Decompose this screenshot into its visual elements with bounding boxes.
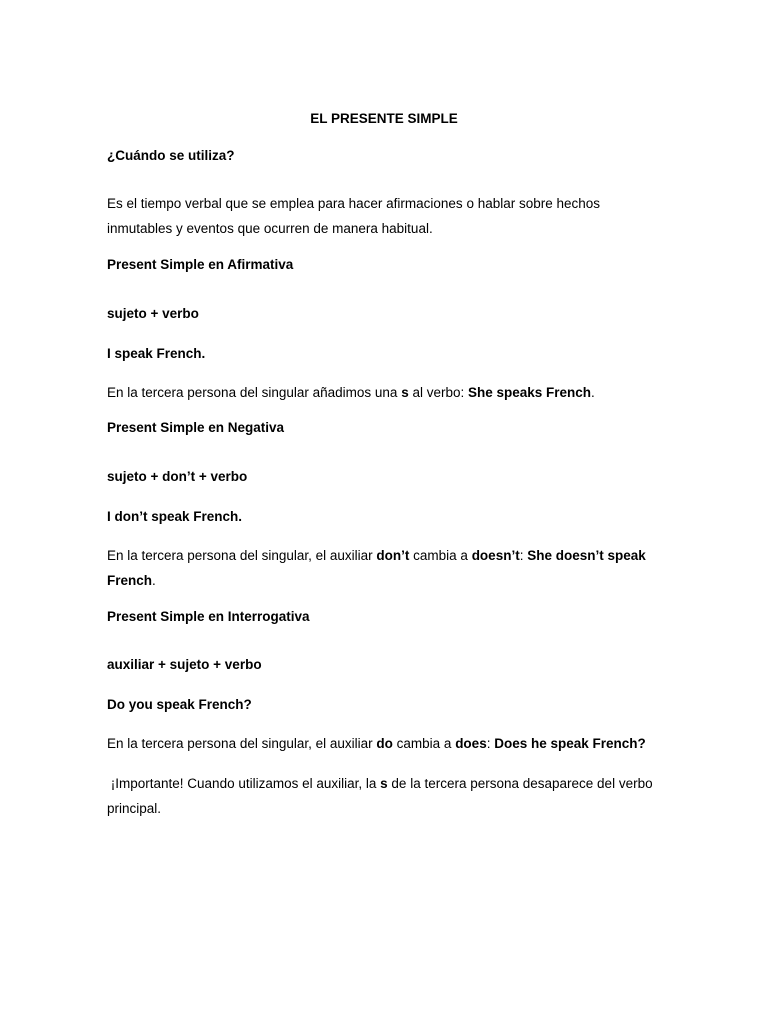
interrogative-note-bold-does: does [455,736,487,751]
affirmative-example: I speak French. [107,346,206,361]
affirmative-heading: Present Simple en Afirmativa [107,257,294,272]
negative-example: I don’t speak French. [107,509,243,524]
interrogative-note-bold-do: do [376,736,393,751]
important-note [107,771,667,821]
affirmative-note-text: En la tercera persona del singular añadimos una [107,385,402,400]
interrogative-example: Do you speak French? [107,697,252,712]
affirmative-note [107,380,667,405]
negative-note-text: cambia a [409,548,472,563]
negative-note-bold-doesnt: doesn’t [471,548,520,563]
important-note-text: ¡Importante! Cuando utilizamos el auxiliar, la [107,776,381,791]
negative-formula: sujeto + don’t + verbo [107,469,248,484]
negative-note-text: . [152,573,156,588]
affirmative-note-text: al verbo: [408,385,468,400]
affirmative-note-text: . [591,385,595,400]
negative-heading: Present Simple en Negativa [107,420,285,435]
page-title: EL PRESENTE SIMPLE [310,111,458,126]
negative-note-text: : [519,548,528,563]
interrogative-heading: Present Simple en Interrogativa [107,609,310,624]
negative-note-bold-dont: don’t [376,548,410,563]
affirmative-formula: sujeto + verbo [107,306,199,321]
important-note-bold-s: s [380,776,388,791]
affirmative-note-bold-example: She speaks French [467,385,592,400]
negative-note [107,543,667,593]
interrogative-note-bold-example: Does he speak French? [494,736,646,751]
important-note-text: de la tercera persona desaparece del verbo principal. [107,776,657,816]
negative-note-bold-example: She doesn’t speak French [107,548,646,588]
negative-note-text: En la tercera persona del singular, el auxiliar [107,548,377,563]
interrogative-note-text: En la tercera persona del singular, el auxiliar [107,736,377,751]
intro-paragraph: Es el tiempo verbal que se emplea para hacer afirmaciones o hablar sobre hechos inmutables y eventos que ocurren de manera habitual. [107,196,601,236]
question-heading: ¿Cuándo se utiliza? [107,148,235,163]
interrogative-note-text: : [486,736,495,751]
affirmative-note-bold-s: s [401,385,409,400]
interrogative-formula: auxiliar + sujeto + verbo [107,657,262,672]
interrogative-note [107,731,667,756]
interrogative-note-text: cambia a [392,736,456,751]
